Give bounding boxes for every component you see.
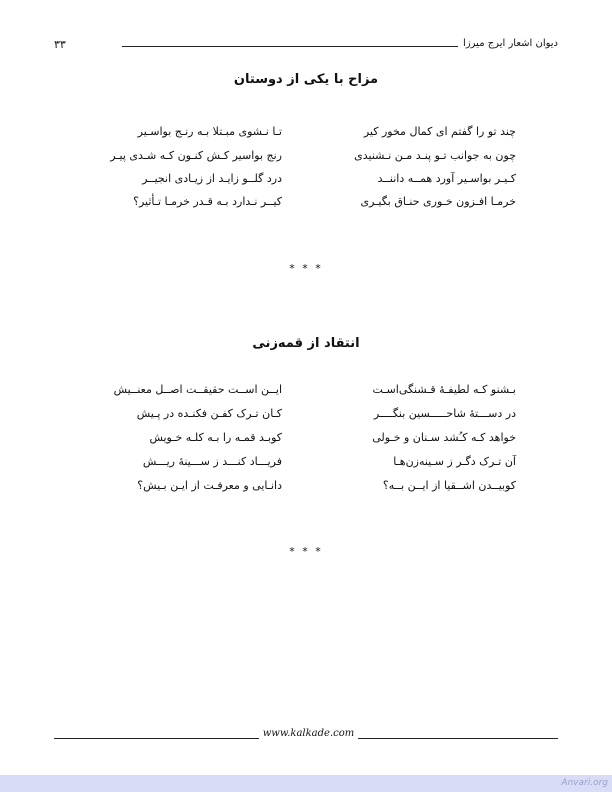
watermark: Anvari.org — [561, 778, 608, 788]
verse-right: چون به جوانب تـو پنـد مـن نـشنیدی — [354, 149, 516, 162]
verse-right: آن تـرک دگـر ز سـینه‌زن‌هـا — [393, 455, 516, 468]
verse-right: در دســـتهٔ شاحـــــسین بنگــــر — [373, 407, 516, 420]
verse-left: فریـــاد کنـــد ز ســـینهٔ ریـــش — [142, 455, 282, 468]
poem-title: مزاح با یکی از دوستان — [233, 72, 379, 87]
verse-right: بـشنو کـه لطیفـهٔ قـشنگی‌اسـت — [372, 383, 516, 396]
verse-left: کـان تـرک کفـن فکنـده در پـیش — [136, 407, 282, 420]
verse-right: کـیـر بواسـیر آورد همــه داننــد — [377, 172, 516, 185]
section-separator: * * * — [289, 545, 323, 558]
footer-rule-right — [358, 738, 558, 739]
section-separator: * * * — [289, 262, 323, 275]
verse-left: کوبـد قمـه را بـه کلـه خـویش — [149, 431, 282, 444]
bottom-band — [0, 775, 612, 792]
verse-left: کیــر نـدارد بـه قـدر خرمـا تـأثیر؟ — [133, 195, 282, 208]
verse-left: دانـایی و معرفـت از ایـن بـیش؟ — [137, 479, 282, 492]
header-rule — [122, 46, 458, 47]
page-header — [54, 38, 558, 54]
verse-right: خرمـا افـزون خـوری حنـاق بگیـری — [360, 195, 516, 208]
verse-left: درد گلــو زایـد از زیـادی انجیــر — [142, 172, 282, 185]
verse-left: رنج بواسیر کـش کنـون کـه شـدی پیـر — [110, 149, 282, 162]
verse-right: چند تو را گفتم ای کمال مخور کیر — [363, 125, 516, 138]
footer-site-link[interactable]: www.kalkade.com — [262, 728, 355, 739]
footer-rule-left — [54, 738, 259, 739]
verse-left: تـا نـشوی مبـتلا بـه رنـج بواسـیر — [137, 125, 282, 138]
page-footer — [54, 728, 558, 744]
verse-right: کوبیــدن اشــقیا از ایــن بــه؟ — [382, 479, 516, 492]
poem-title: انتقاد از قمه‌زنی — [252, 336, 360, 351]
book-title: دیوان اشعار ایرج میرزا — [463, 38, 558, 49]
page-number: ۳۳ — [54, 38, 66, 51]
verse-right: خواهد کـه کـُشد سـنان و خـولی — [372, 431, 516, 444]
verse-left: ایــن اســت حقیقــت اصــل معنــیش — [113, 383, 282, 396]
